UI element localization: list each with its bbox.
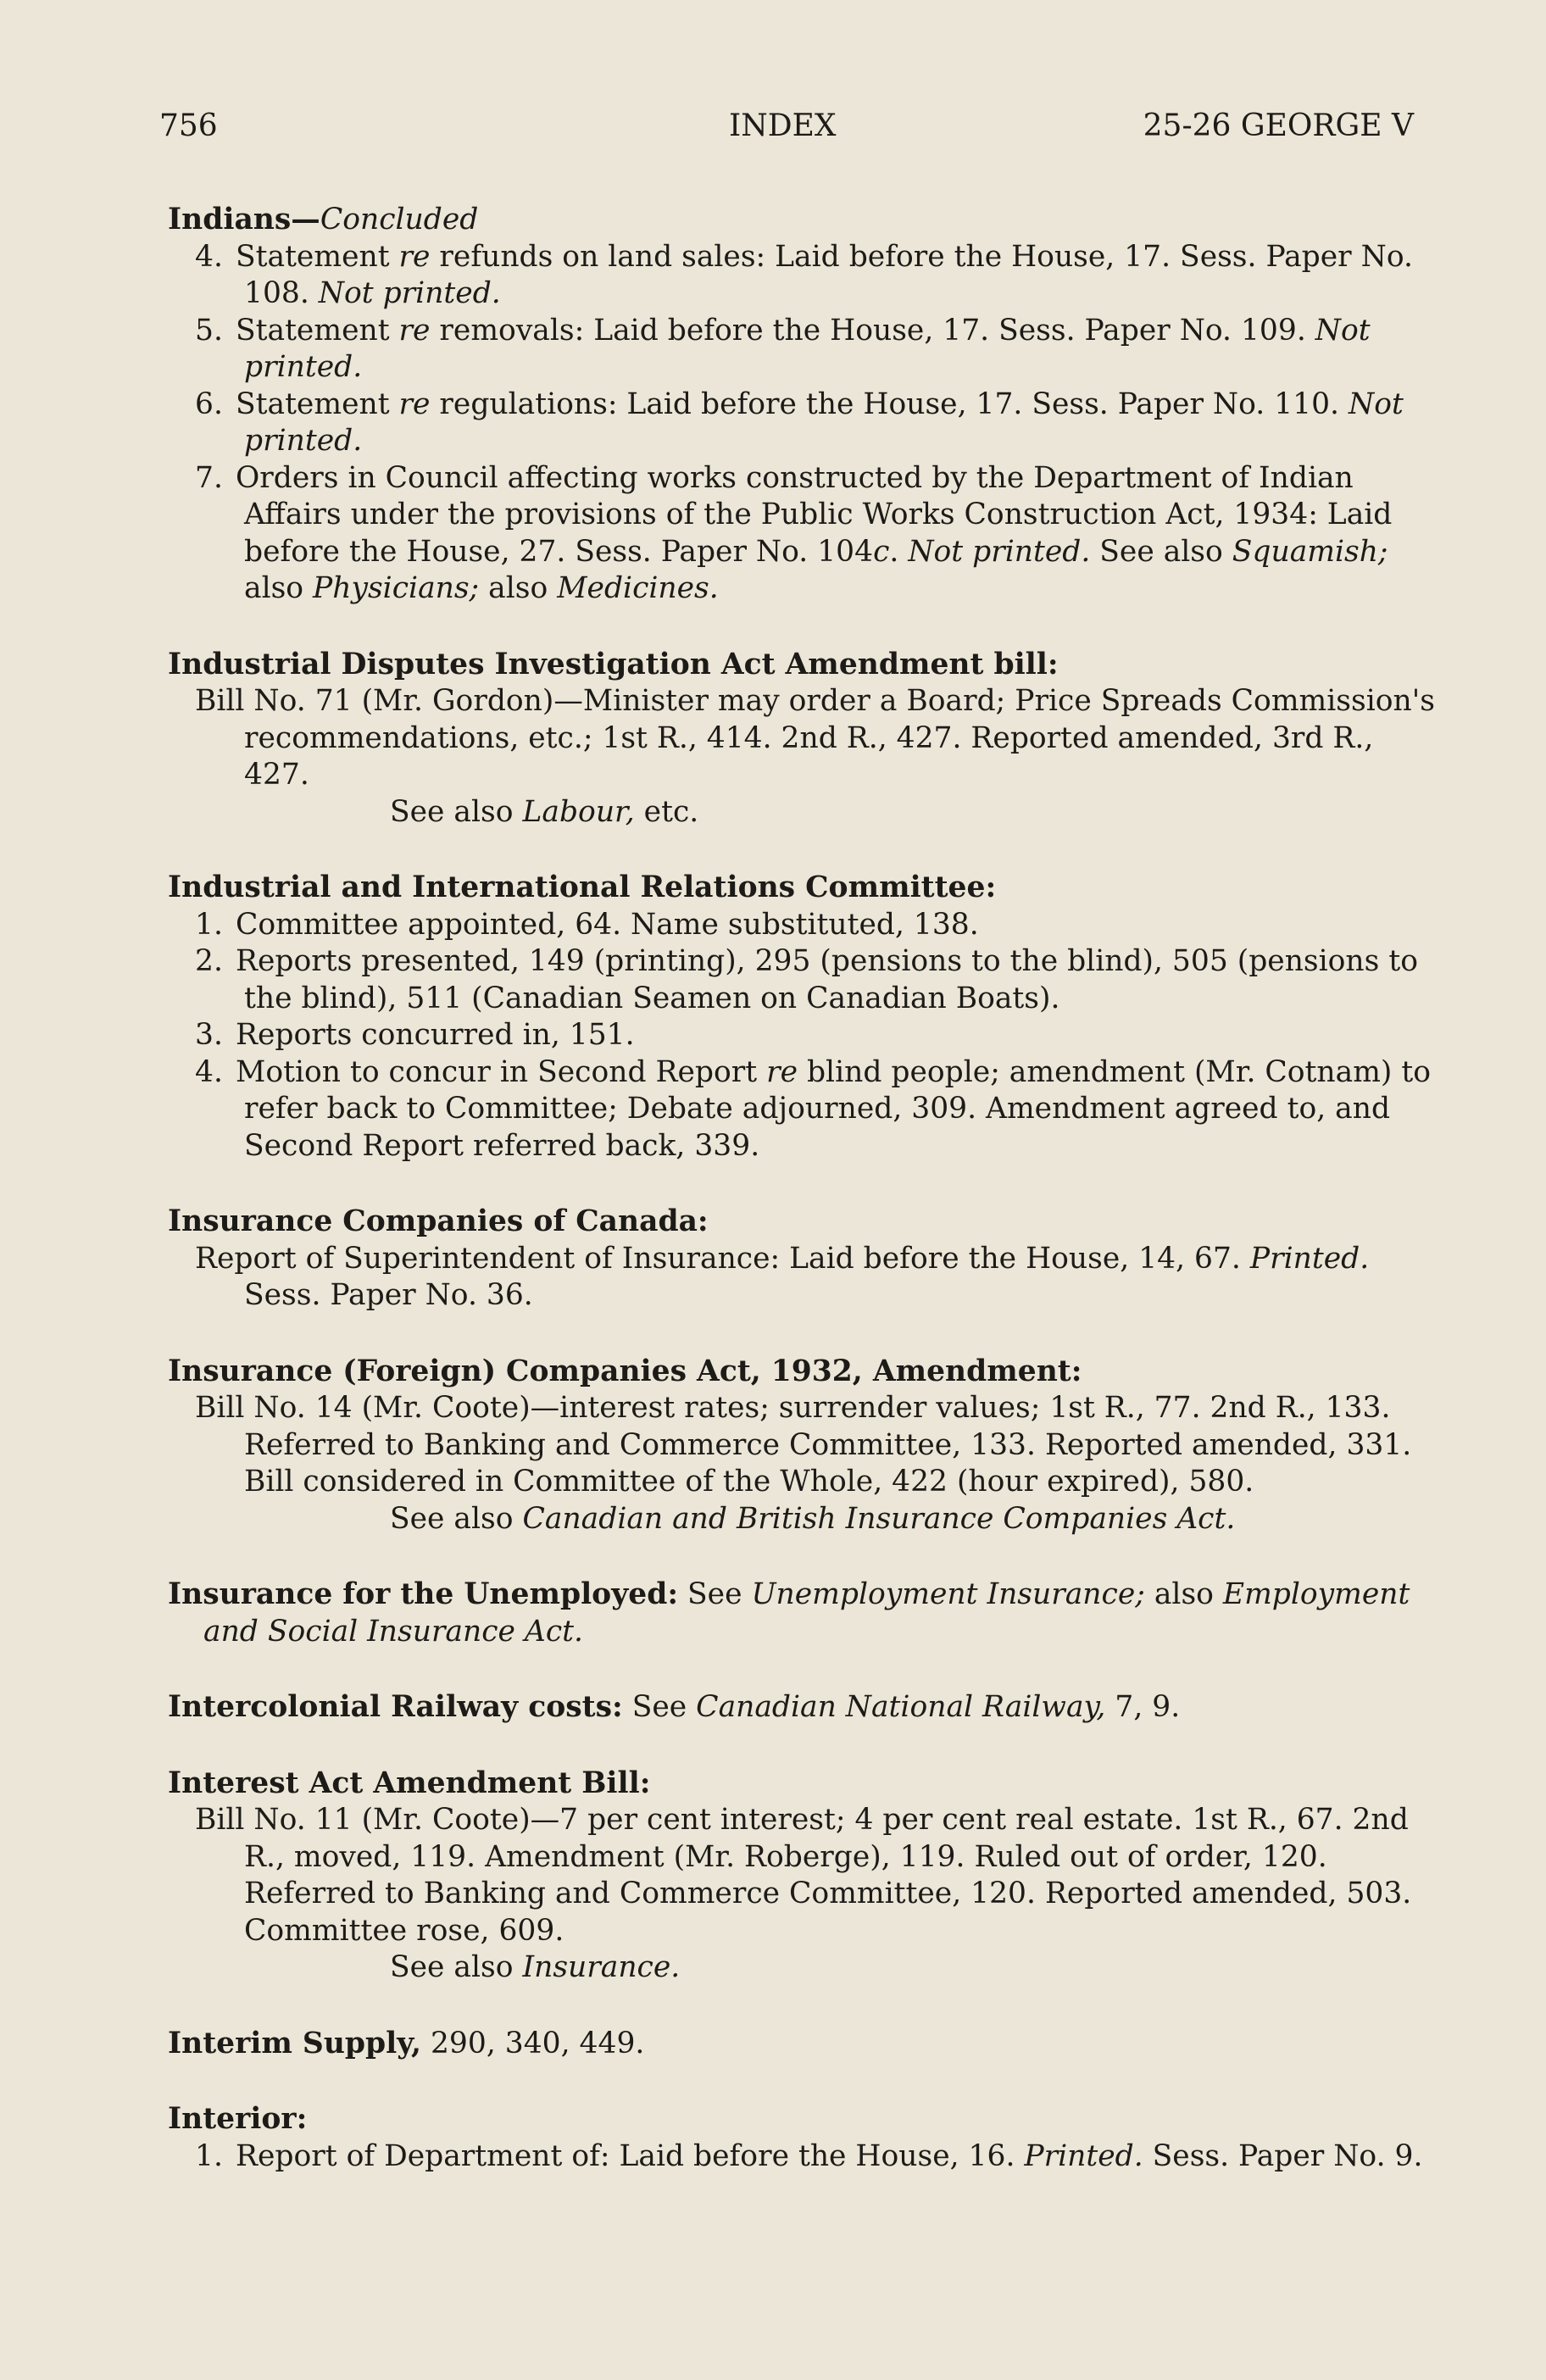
- entry-heading: Industrial Disputes Investigation Act Amendment bill:: [168, 647, 1059, 681]
- entry-industrial-relations: [168, 870, 1435, 1165]
- list-item: 4. Statement re refunds on land sales: Laid before the House, 17. Sess. Paper No. 108. Not printed.: [195, 239, 1413, 310]
- entry-heading: Insurance Companies of Canada:: [168, 1204, 709, 1238]
- entry-interior: [168, 2101, 1435, 2175]
- see-also: See also Labour, etc.: [390, 794, 699, 829]
- volume-label: 25-26 GEORGE V: [1143, 108, 1414, 143]
- entry-heading: Industrial and International Relations Committee:: [168, 870, 997, 904]
- entry-interim-supply: [168, 2026, 1435, 2063]
- entry-insurance-foreign: [168, 1354, 1435, 1538]
- entry-text: Bill No. 71 (Mr. Gordon)—Minister may order a Board; Price Spreads Commission's recommendations, etc.; 1st R., 414. 2nd R., 427. Reported amended, 3rd R., 427.: [195, 684, 1435, 792]
- list-item: 2. Reports presented, 149 (printing), 295 (pensions to the blind), 505 (pensions to the blind), 511 (Canadian Seamen on Canadian Boats).: [195, 944, 1418, 1015]
- list-item: 6. Statement re regulations: Laid before the House, 17. Sess. Paper No. 110. Not printed.: [195, 386, 1404, 458]
- entry-indians: [168, 202, 1435, 608]
- entry-text: Bill No. 14 (Mr. Coote)—interest rates; surrender values; 1st R., 77. 2nd R., 133. Referred to Banking and Commerce Committee, 133. Reported amended, 331. Bill considered in Committee of the Whole, 422 (hour expired), 580.: [195, 1391, 1412, 1499]
- entry-text: Bill No. 11 (Mr. Coote)—7 per cent interest; 4 per cent real estate. 1st R., 67. 2nd R., moved, 119. Amendment (Mr. Roberge), 119. Ruled out of order, 120. Referred to Banking and Commerce Committee, 120. Reported amended, 503. Committee rose, 609.: [195, 1803, 1412, 1948]
- see-also: See also Canadian and British Insurance Companies Act.: [390, 1501, 1236, 1536]
- entry-insurance-unemployed: [168, 1576, 1435, 1650]
- page-number: 756: [159, 108, 218, 143]
- entry-insurance-companies: [168, 1204, 1435, 1315]
- list-item: 4. Motion to concur in Second Report re blind people; amendment (Mr. Cotnam) to refer back to Committee; Debate adjourned, 309. Amendment agreed to, and Second Report referred back, 339.: [195, 1054, 1431, 1163]
- entry-text: Intercolonial Railway costs: See Canadian National Railway, 7, 9.: [168, 1690, 1181, 1724]
- entry-text: Report of Superintendent of Insurance: Laid before the House, 14, 67. Printed. Sess. Paper No. 36.: [195, 1241, 1370, 1312]
- index-body: [168, 202, 1435, 2175]
- entry-text: Interim Supply, 290, 340, 449.: [168, 2026, 645, 2060]
- entry-text: Insurance for the Unemployed: See Unemployment Insurance; also Employment and Social Insurance Act.: [168, 1577, 1410, 1649]
- entry-heading: Interior:: [168, 2102, 308, 2136]
- list-item: 7. Orders in Council affecting works constructed by the Department of Indian Affairs under the provisions of the Public Works Construction Act, 1934: Laid before the House, 27. Sess. Paper No. 104c. Not printed. See also Squamish; also Physicians; also Medicines.: [195, 460, 1393, 605]
- list-item: 5. Statement re removals: Laid before the House, 17. Sess. Paper No. 109. Not printed.: [195, 313, 1371, 384]
- list-item: 1. Report of Department of: Laid before the House, 16. Printed. Sess. Paper No. 9.: [195, 2138, 1423, 2173]
- entry-heading: Indians—Concluded: [168, 203, 479, 236]
- entry-interest-act: [168, 1766, 1435, 1987]
- page-title: INDEX: [729, 108, 837, 143]
- list-item: 3. Reports concurred in, 151.: [195, 1018, 635, 1052]
- list-item: 1. Committee appointed, 64. Name substituted, 138.: [195, 907, 979, 942]
- entry-industrial-disputes: [168, 647, 1435, 831]
- see-also: See also Insurance.: [390, 1950, 681, 1984]
- entry-heading: Insurance (Foreign) Companies Act, 1932, Amendment:: [168, 1354, 1082, 1388]
- entry-heading: Interest Act Amendment Bill:: [168, 1766, 651, 1800]
- entry-intercolonial: [168, 1689, 1435, 1727]
- running-head: [159, 108, 1414, 151]
